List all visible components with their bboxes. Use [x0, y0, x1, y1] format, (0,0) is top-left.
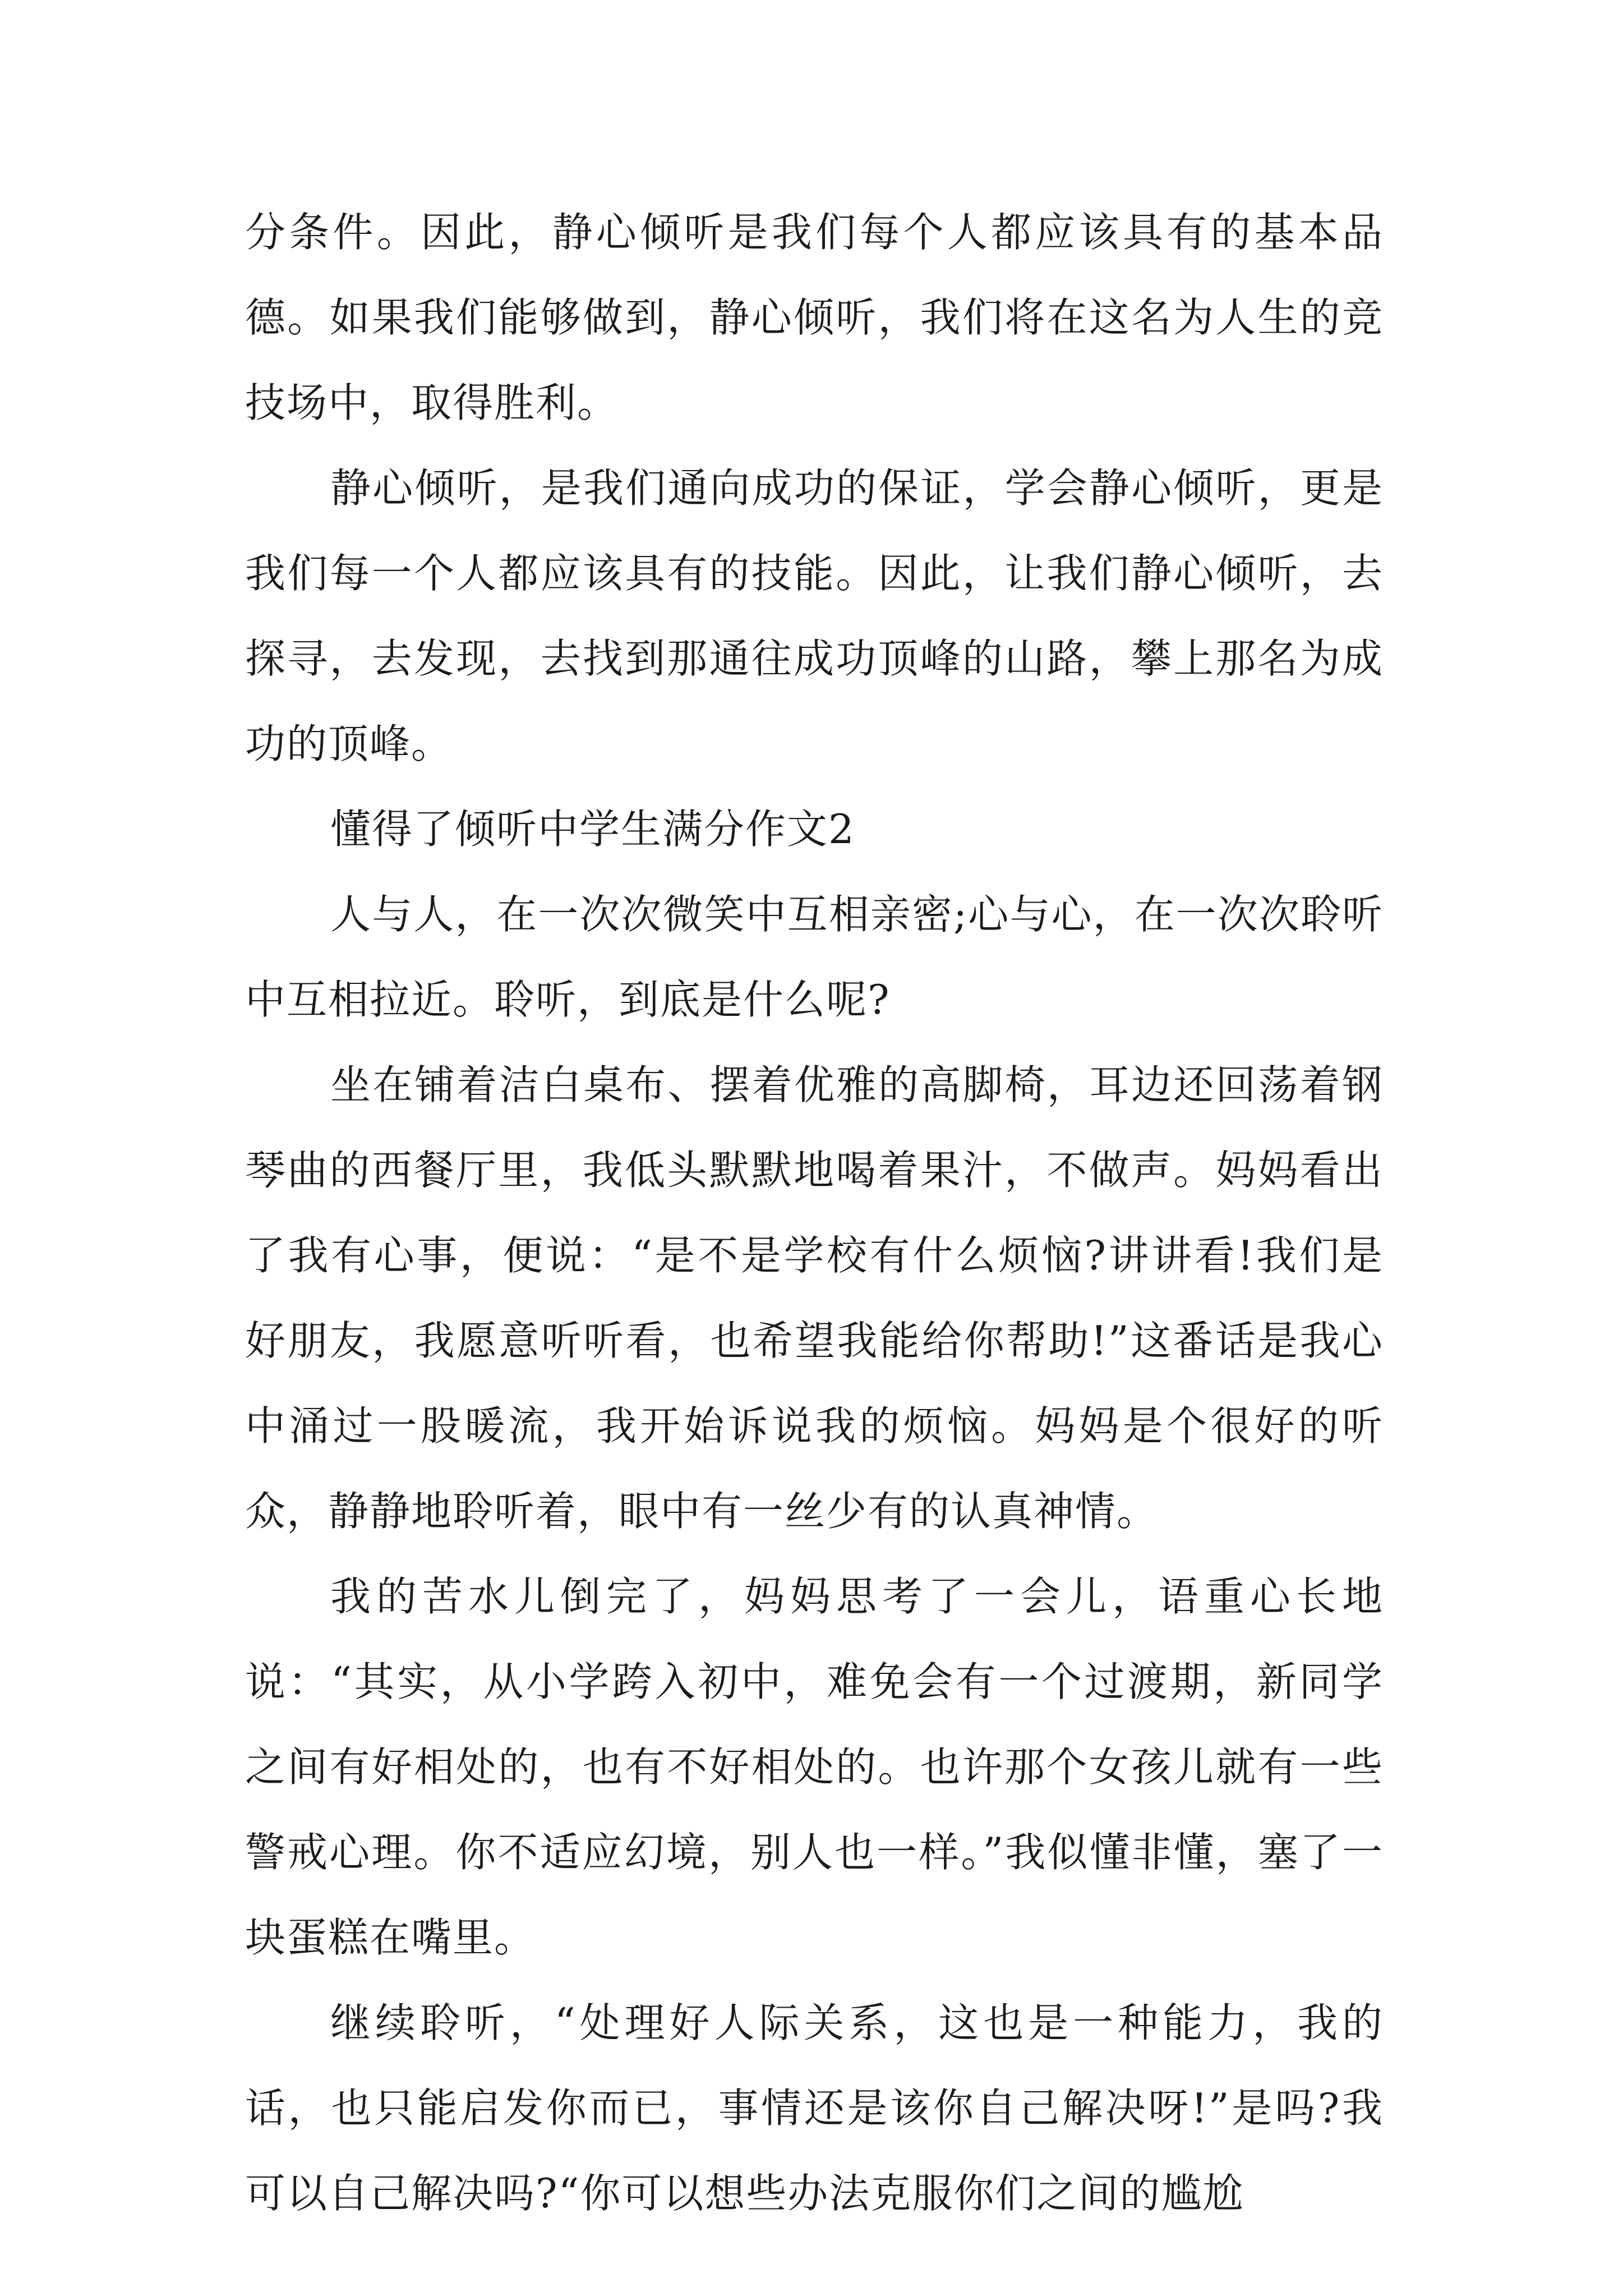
essay-title: 懂得了倾听中学生满分作文2 — [330, 806, 855, 853]
essay-body — [245, 190, 1384, 2236]
paragraph: 坐在铺着洁白桌布、摆着优雅的高脚椅，耳边还回荡着钢琴曲的西餐厅里，我低头默默地喝着果汁，不做声。妈妈看出了我有心事，便说：“是不是学校有什么烦恼?讲讲看!我们是好朋友，我愿意听听看，也希望我能给你帮助!”这番话是我心中涌过一股暖流，我开始诉说我的烦恼。妈妈是个很好的听众，静静地聆听着，眼中有一丝少有的认真神情。 — [245, 1061, 1384, 1535]
paragraph: 人与人，在一次次微笑中互相亲密;心与心，在一次次聆听中互相拉近。聆听，到底是什么呢? — [245, 891, 1384, 1023]
paragraph: 分条件。因此，静心倾听是我们每个人都应该具有的基本品德。如果我们能够做到，静心倾听，我们将在这名为人生的竞技场中，取得胜利。 — [245, 209, 1384, 426]
paragraph: 我的苦水儿倒完了，妈妈思考了一会儿，语重心长地说：“其实，从小学跨入初中，难免会有一个过渡期，新同学之间有好相处的，也有不好相处的。也许那个女孩儿就有一些警戒心理。你不适应幻境，别人也一样。”我似懂非懂，塞了一块蛋糕在嘴里。 — [245, 1573, 1384, 1961]
paragraph: 继续聆听，“处理好人际关系，这也是一种能力，我的话，也只能启发你而已，事情还是该你自己解决呀!”是吗?我可以自己解决吗?“你可以想些办法克服你们之间的尴尬 — [245, 1999, 1384, 2217]
paragraph: 静心倾听，是我们通向成功的保证，学会静心倾听，更是我们每一个人都应该具有的技能。因此，让我们静心倾听，去探寻，去发现，去找到那通往成功顶峰的山路，攀上那名为成功的顶峰。 — [245, 464, 1384, 767]
